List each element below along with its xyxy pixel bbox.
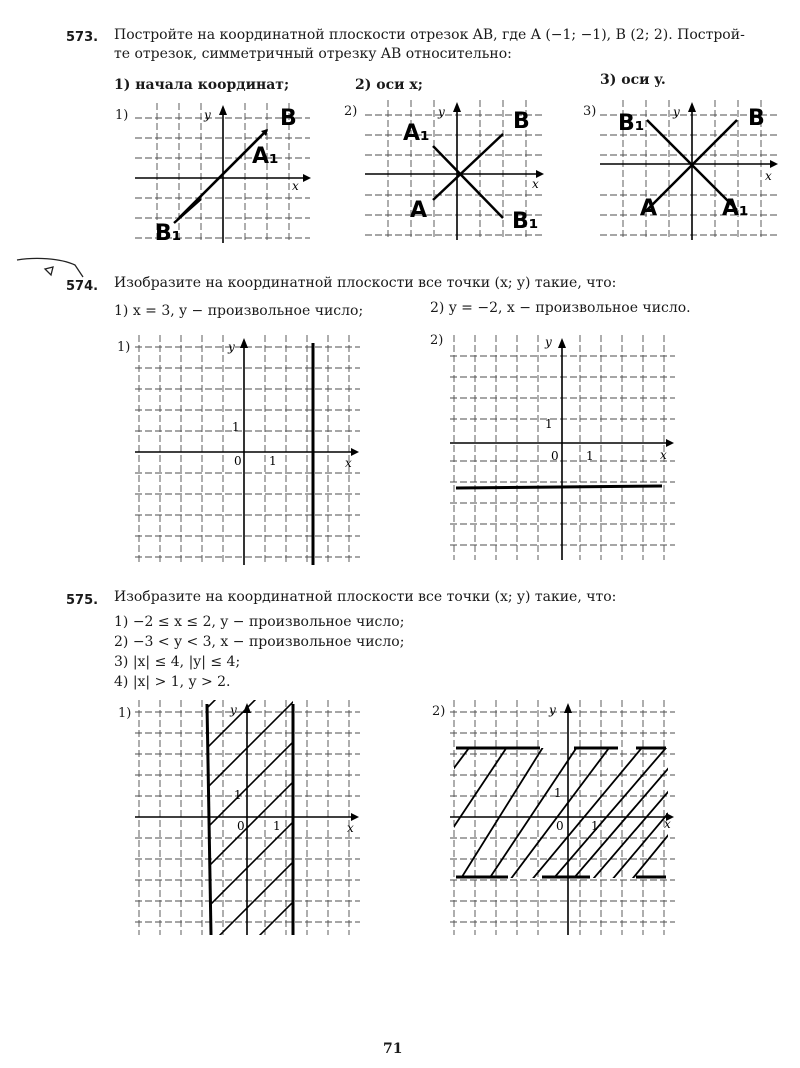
y-unit-label: 1 — [545, 417, 553, 431]
x-axis-arrow — [666, 439, 674, 447]
x-unit-label: 1 — [273, 819, 281, 833]
y-label: y — [438, 105, 445, 119]
y-unit-label: 1 — [234, 788, 242, 802]
y-axis-arrow — [688, 102, 696, 112]
y-label: y — [204, 108, 211, 122]
problem-573-text-line1: Постройте на координатной плоскости отрезок AB, где A (−1; −1), B (2; 2). Построй- — [114, 27, 745, 43]
problem-574-text: Изобразите на координатной плоскости все точки (x; y) такие, что: — [114, 275, 617, 291]
graph-574-1 — [135, 335, 360, 565]
y-label: y — [673, 105, 680, 119]
x-axis-arrow — [770, 160, 778, 168]
problem-573-text-line2: те отрезок, симметричный отрезку AB относительно: — [114, 46, 512, 62]
point-b-label: B — [748, 106, 765, 131]
y-unit-label: 1 — [554, 786, 562, 800]
graph-573-3-label: 3) — [583, 104, 597, 119]
point-b-label: B — [513, 109, 530, 134]
graph-573-2-label: 2) — [344, 104, 358, 119]
problem-573-number: 573. — [66, 30, 99, 45]
point-a1-label: A₁ — [403, 121, 430, 146]
graph-573-3 — [600, 100, 780, 240]
point-b-label: B — [280, 106, 297, 131]
problem-575-condition-3: 3) |x| ≤ 4, |y| ≤ 4; — [114, 654, 241, 670]
x-label: x — [532, 177, 539, 191]
problem-573-option-3: 3) оси y. — [600, 72, 666, 88]
problem-573-option-1: 1) начала координат; — [114, 77, 290, 93]
point-a-label: A — [410, 198, 428, 223]
graph-574-1-grid — [135, 335, 360, 565]
y-axis-arrow — [240, 338, 248, 348]
x-label: x — [345, 456, 352, 470]
x-label: x — [347, 821, 354, 835]
problem-575-condition-2: 2) −3 < y < 3, x − произвольное число; — [114, 634, 405, 650]
origin-label: 0 — [551, 449, 559, 463]
y-axis-arrow — [558, 338, 566, 348]
y-axis-arrow — [453, 102, 461, 112]
problem-575-condition-1: 1) −2 ≤ x ≤ 2, y − произвольное число; — [114, 614, 405, 630]
segment-ab — [433, 146, 503, 218]
x-unit-label: 1 — [591, 819, 599, 833]
graph-575-2-label: 2) — [432, 704, 446, 719]
graph-573-2 — [365, 100, 545, 240]
segment-a1b1 — [174, 199, 201, 223]
segment-a1b1 — [433, 134, 503, 200]
x-label: x — [660, 448, 667, 462]
graph-574-1-label: 1) — [117, 340, 131, 355]
problem-575-number: 575. — [66, 593, 99, 608]
y-label: y — [545, 335, 552, 349]
x-label: x — [292, 179, 299, 193]
problem-574-condition-1: 1) x = 3, y − произвольное число; — [114, 303, 364, 319]
x-axis-arrow — [351, 448, 359, 456]
graph-575-2 — [450, 700, 675, 935]
point-a-label: A — [640, 196, 658, 221]
problem-575-text: Изобразите на координатной плоскости все точки (x; y) такие, что: — [114, 589, 617, 605]
point-b1-label: B₁ — [155, 221, 182, 246]
graph-573-1-label: 1) — [115, 108, 129, 123]
origin-label: 0 — [237, 819, 245, 833]
line-y-equals-minus-2 — [456, 486, 662, 488]
x-axis-arrow — [351, 813, 359, 821]
graph-574-2-label: 2) — [430, 333, 444, 348]
graph-575-1 — [135, 700, 360, 935]
point-a1-label: A₁ — [252, 144, 279, 169]
problem-575-condition-4: 4) |x| > 1, y > 2. — [114, 674, 231, 690]
x-unit-label: 1 — [269, 454, 277, 468]
problem-574-condition-2: 2) y = −2, x − произвольное число. — [430, 300, 691, 316]
point-b1-label: B₁ — [512, 209, 539, 234]
graph-573-1 — [135, 103, 310, 246]
x-label: x — [765, 169, 772, 183]
origin-label: 0 — [556, 819, 564, 833]
point-a1-label: A₁ — [722, 196, 749, 221]
y-axis-arrow — [219, 105, 227, 115]
y-label: y — [230, 703, 237, 717]
problem-573-option-2: 2) оси x; — [355, 77, 423, 93]
origin-label: 0 — [234, 454, 242, 468]
y-label: y — [549, 703, 556, 717]
y-axis-arrow — [564, 703, 572, 713]
line-x-equals-minus-2 — [207, 704, 211, 935]
y-unit-label: 1 — [232, 420, 240, 434]
y-label: y — [228, 340, 235, 354]
x-unit-label: 1 — [586, 449, 594, 463]
page-number: 71 — [383, 1041, 403, 1057]
x-axis-arrow — [303, 174, 311, 182]
graph-574-2 — [450, 335, 675, 560]
graph-575-1-label: 1) — [118, 706, 132, 721]
problem-574-number: 574. — [66, 279, 99, 294]
point-b1-label: B₁ — [618, 111, 645, 136]
x-label: x — [664, 817, 671, 831]
